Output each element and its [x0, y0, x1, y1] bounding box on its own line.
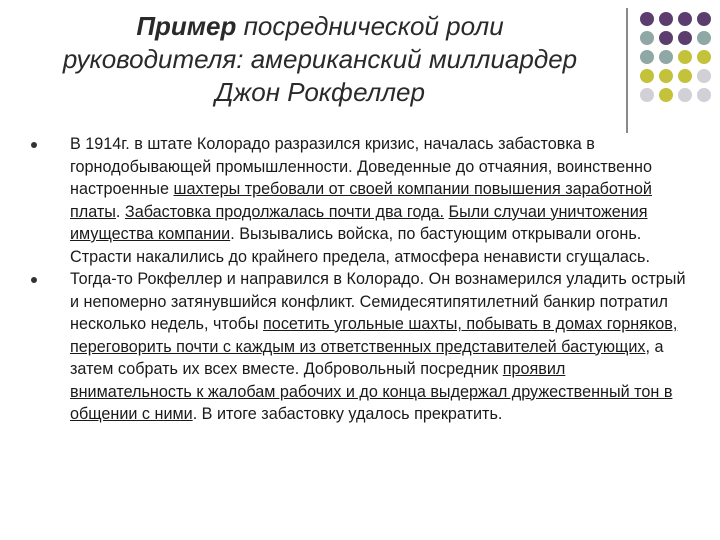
decorative-dot: [678, 31, 692, 45]
decorative-dot: [697, 88, 711, 102]
decorative-dot: [640, 88, 654, 102]
decorative-dot: [640, 50, 654, 64]
decorative-dot: [640, 12, 654, 26]
decorative-dot-grid: [640, 12, 720, 122]
underlined-text: Забастовка продолжалась почти два года.: [124, 202, 445, 221]
title-line2: руководителя: американский миллиардер: [62, 44, 578, 74]
decorative-dot: [678, 88, 692, 102]
decorative-dot: [697, 69, 711, 83]
decorative-dot: [678, 50, 692, 64]
paragraph-1-text: [70, 135, 652, 266]
decorative-dot: [640, 69, 654, 83]
decorative-dot: [659, 88, 673, 102]
bullet-paragraph-1: [30, 133, 688, 268]
text-segment: Тогда-то Рокфеллер и направился в Колорадо. Он вознамерился уладить острый и непомерно затянувшийся конфликт. Семидесятипятилетний банкир потратил несколько недель, чтобы: [70, 270, 686, 333]
decorative-dot: [659, 12, 673, 26]
text-segment: .: [115, 202, 125, 221]
underlined-text: посетить угольные шахты, побывать в домах горняков, переговорить почти с каждым из ответственных представителей бастующих: [70, 315, 678, 356]
slide-title: [40, 10, 600, 109]
underlined-text: проявил внимательность к жалобам рабочих и до конца выдержал дружественный тон в общении с ними: [70, 360, 673, 423]
underlined-text: Были случаи уничтожения имущества компании: [70, 202, 648, 243]
slide-body: [30, 133, 688, 426]
text-segment: . В итоге забастовку удалось прекратить.: [192, 405, 503, 423]
bullet-paragraph-2: [30, 268, 688, 426]
decorative-dot: [659, 31, 673, 45]
title-bold-word: Пример: [136, 11, 237, 41]
bullet-dot-icon: [31, 142, 37, 148]
decorative-dot: [678, 12, 692, 26]
text-segment: , а затем собрать их всех вместе. Добровольный посредник: [70, 337, 664, 378]
decorative-dot: [659, 69, 673, 83]
decorative-vertical-line: [626, 8, 628, 133]
text-segment: В 1914г. в штате Колорадо разразился кризис, началась забастовка в горнодобывающей промышленности. Доведенные до отчаяния, воинственно настроенные: [70, 135, 652, 198]
decorative-dot: [678, 69, 692, 83]
title-line3: Джон Рокфеллер: [215, 77, 425, 107]
decorative-dot: [697, 50, 711, 64]
decorative-dot: [697, 12, 711, 26]
decorative-dot: [640, 31, 654, 45]
paragraph-2-text: [70, 270, 686, 423]
decorative-dot: [659, 50, 673, 64]
decorative-dot: [697, 31, 711, 45]
text-segment: . Вызывались войска, по бастующим открывали огонь. Страсти накалились до крайнего предела, атмосфера ненависти сгущалась.: [70, 225, 650, 266]
underlined-text: шахтеры требовали от своей компании повышения заработной платы: [70, 180, 652, 221]
title-line1-rest: посреднической роли: [236, 11, 504, 41]
bullet-dot-icon: [31, 277, 37, 283]
